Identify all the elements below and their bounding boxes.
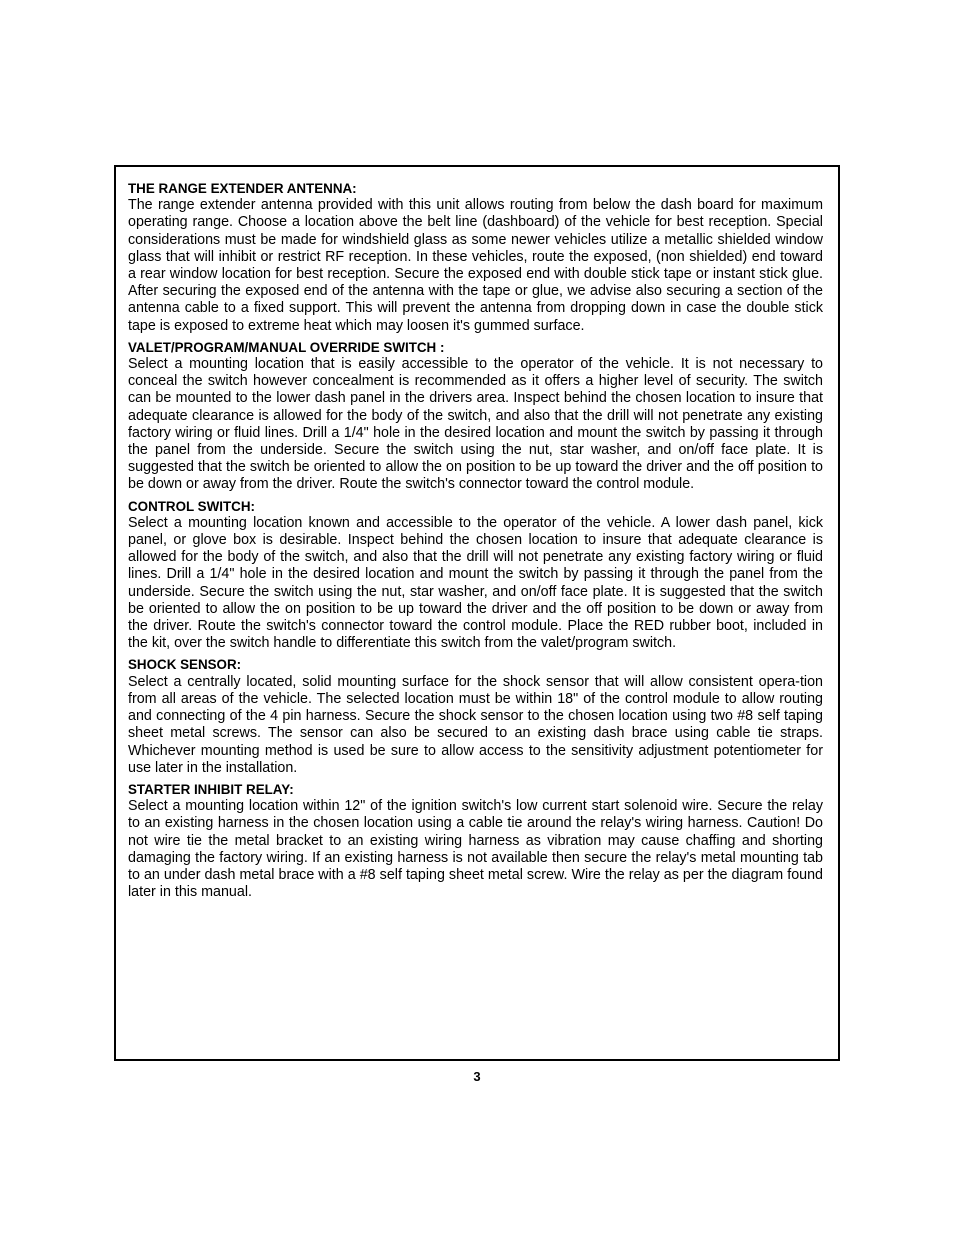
section-heading: SHOCK SENSOR: bbox=[128, 657, 242, 673]
section-heading: CONTROL SWITCH: bbox=[128, 498, 255, 514]
section-heading: VALET/PROGRAM/MANUAL OVERRIDE SWITCH : bbox=[128, 339, 445, 355]
section-paragraph: The range extender antenna provided with this unit allows routing from below the dash board for maximum operating range. Choose a location above the belt line (dashboard) of the vehicle for best reception. Special considerations must be made for windshield glass as some newer vehicles utilize a metallic shielded window glass that will inhibit or restrict RF reception. In these vehicles, route the exposed, (non shielded) end toward a rear window location for best reception. Secure the exposed end with double stick tape or instant stick glue. After securing the exposed end of the antenna with the tape or glue, we advise also securing a section of the antenna cable to a fixed support. This will prevent the antenna from dropping down in case the double stick tape is exposed to extreme heat which may loosen it's gummed surface. bbox=[128, 197, 823, 334]
section-starter-inhibit-relay bbox=[128, 781, 823, 901]
section-valet-switch bbox=[128, 339, 823, 494]
section-heading: STARTER INHIBIT RELAY: bbox=[128, 781, 294, 797]
section-paragraph: Select a mounting location that is easily accessible to the operator of the vehicle. It is not necessary to conceal the switch however concealment is recommended as it offers a higher level of security. The switch can be mounted to the lower dash panel in the drivers area. Inspect behind the chosen location to insure that adequate clearance is allowed for the body of the switch, and also that the drill will not penetrate any existing factory wiring or fluid lines. Drill a 1/4" hole in the desired location and mount the switch by passing it through the panel from the underside. Secure the switch using the nut, star washer, and on/off face plate. It is suggested that the switch be oriented to allow the on position to be up toward the driver and the off position to be down or away from the driver. Route the switch's connector toward the control module. bbox=[128, 356, 823, 493]
section-heading: THE RANGE EXTENDER ANTENNA: bbox=[128, 181, 357, 196]
document-body bbox=[128, 180, 823, 905]
section-paragraph: Select a centrally located, solid mounting surface for the shock sensor that will allow consistent opera-tion from all areas of the vehicle. The selected location must be within 18" of the control module to allow routing and connecting of the 4 pin harness. Secure the shock sensor to the chosen location using two #8 self taping sheet metal screws. The sensor can also be secured to an existing dash brace using cable tie straps. Whichever mounting method is used be sure to allow access to the sensitivity adjustment potentiometer for use later in the installation. bbox=[128, 673, 823, 776]
section-paragraph: Select a mounting location within 12" of the ignition switch's low current start solenoid wire. Secure the relay to an existing harness in the chosen location using a cable tie around the relay's wiring harness. Caution! Do not wire tie the metal bracket to an existing wiring harness as vibration may cause chaffing and shorting damaging the factory wiring. If an existing harness is not available then secure the relay's metal mounting tab to an under dash metal brace with a #8 self taping sheet metal screw. Wire the relay as per the diagram found later in this manual. bbox=[128, 798, 823, 901]
section-range-extender-antenna bbox=[128, 180, 823, 335]
section-paragraph: Select a mounting location known and accessible to the operator of the vehicle. A lower dash panel, kick panel, or glove box is desirable. Inspect behind the chosen location to insure that adequate clearance is allowed for the body of the switch, and also that the drill will not penetrate any existing factory wiring or fluid lines. Drill a 1/4" hole in the desired location and mount the switch by passing it through the panel from the underside. Secure the switch using the nut, star washer, and on/off face plate. It is suggested that the switch be oriented to allow the on position to be up toward the driver and the off position to be down or away from the driver. Route the switch's connector toward the control module. Place the RED rubber boot, included in the kit, over the switch handle to differentiate this switch from the valet/program switch. bbox=[128, 514, 823, 652]
section-control-switch bbox=[128, 498, 823, 653]
page-number: 3 bbox=[473, 1069, 481, 1084]
section-shock-sensor bbox=[128, 656, 823, 776]
